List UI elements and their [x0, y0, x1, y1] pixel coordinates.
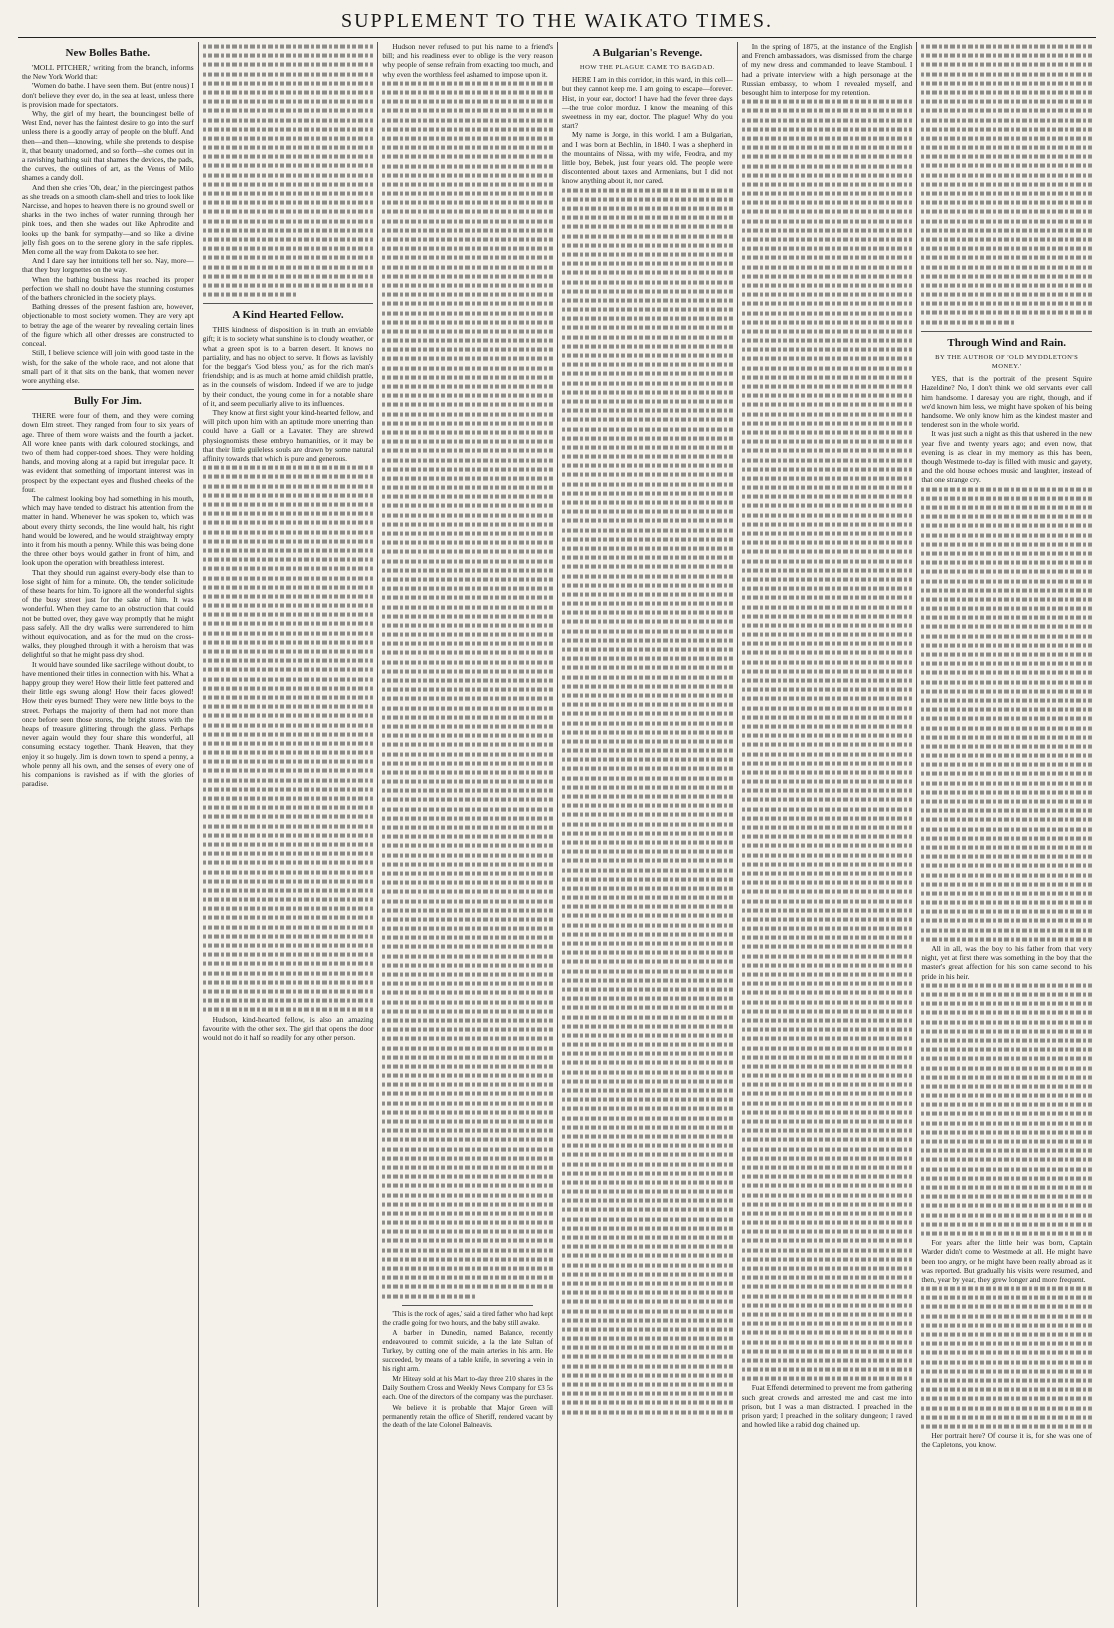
news-note: A barber in Dunedin, named Balance, recently endeavoured to commit suicide, a la the late Sultan of Turkey, by cutting one of the main arteries in his arm. He succeeded, by means of a table knife, in severing a vein in his right arm. — [382, 1329, 554, 1373]
article-paragraph: Hudson, kind-hearted fellow, is also an amazing favourite with the other sex. The girl that opens the door would not do it half so readily for any other person. — [202, 1014, 374, 1042]
article-paragraph: THERE were four of them, and they were coming down Elm street. They ranged from four to six years of age. Three of them wore waists and the fourth a jacket. All wore knee pants with dark coloured stockings, and two of them had copper-toed shoes. They were holding hands, and moving along at a rapid but irregular pace. It was evident that something of important interest was in prospect by the expectant eyes and flushed cheeks of the four. — [22, 411, 194, 494]
news-note: Mr Hiteay sold at his Mart to-day three 210 shares in the Daily Southern Cross and Weekly News Company for £3 5s each. One of the directors of the company was the purchaser. — [382, 1375, 554, 1401]
article-paragraph: Fuat Effendi determined to prevent me from gathering such great crowds and arrested me and cast me into prison, but I was a man distracted. I preached in the prison yard; I preached in the solitary dungeon; I raved and howled like a rabid dog chained up. — [741, 1383, 913, 1430]
article-paragraph: My name is Jorge, in this world. I am a Bulgarian, and I was born at Bechlin, in 1840. I was a shepherd in the mountains of Nissa, with my wife, Feodra, and my little boy, Bebek, just four years old. The people were discontented about taxes and Armenians, but I did not know anything about it, nor cared. — [562, 130, 733, 186]
article-title-bolles: New Bolles Bathe. — [65, 47, 151, 59]
article-paragraph: It was just such a night as this that ushered in the new year five and twenty years ago; and even now, that evening is as clear in my memory as this has been, though Westmede to-day is filled with music and gayety, and the old house echoes music and laughter, instead of that one strange cry. — [921, 429, 1093, 485]
article-paragraph: Still, I believe science will join with good taste in the wish, for the sake of the whole race, and not alone that small part of it that sits on the bank, that women never wore anything else. — [22, 348, 194, 385]
text-filler — [921, 981, 1092, 1238]
column-6 — [916, 42, 1096, 1607]
column-5 — [737, 42, 917, 1607]
article-paragraph: Her portrait here? Of course it is, for she was one of the Capletons, you know. — [921, 1431, 1093, 1450]
article-subtitle: HOW THE PLAGUE CAME TO BAGDAD. — [579, 64, 715, 71]
text-filler — [921, 42, 1092, 327]
column-2 — [198, 42, 378, 1607]
article-paragraph: It would have sounded like sacrilege without doubt, to have mentioned their titles in connection with his. What a happy group they were! How their little feet pattered and their little egs swung along! How their faces glowed! How their eyes burned! They were new little boys to the street. Perhaps the majority of them had not more than once before seen those stores, the bright stores with the heaps of treasure glittering through the glass. Perhaps never again would they four share this wonderful, all consuming ecstacy together. Thank Heaven, that they enjoy it so hugely. Jim is down town to spend a penny, a whole penny all his own, and the senses of every one of his companions is ravished as if with the glories of paradise. — [22, 659, 194, 789]
column-separator — [402, 1305, 533, 1306]
article-title-kind: A Kind Hearted Fellow. — [203, 303, 374, 322]
news-note: We believe it is probable that Major Green will permanently retain the office of Sheriff, rendered vacant by the death of the late Colonel Balneavis. — [382, 1403, 554, 1430]
article-paragraph: All in all, was the boy to his father from that very night, yet at first there was something in the boy that the master's great affection for his son came second to his pride in his heir. — [921, 944, 1093, 981]
article-title-bully: Bully For Jim. — [22, 389, 194, 408]
text-filler — [921, 485, 1092, 944]
text-filler — [203, 463, 374, 1014]
text-filler — [921, 1284, 1092, 1431]
text-filler — [203, 42, 374, 299]
text-filler — [742, 97, 913, 1383]
article-paragraph: 'Women do bathe. I have seen them. But (entre nous) I don't believe they ever do, in the sea at least, unless there is provision made for spectators. — [22, 81, 194, 109]
article-paragraph: 'MOLL PITCHER,' writing from the branch, informs the New York World that: — [22, 63, 194, 82]
article-title-wind: Through Wind and Rain. — [921, 331, 1092, 350]
article-paragraph: Hudson never refused to put his name to a friend's bill; and his readiness ever to oblige is the very reason why people of sense refrain from exacting too much, and why even the worthless feel ashamed to impose upon it. — [382, 42, 554, 79]
article-paragraph: Bathing dresses of the present fashion are, however, objectionable to most society women. They are very apt to betray the age of the wearer by revealing certain lines of the figure which all other dresses are constructed to conceal. — [22, 302, 194, 349]
news-note: 'This is the rock of ages,' said a tired father who had kept the cradle going for two hours, and the baby still awake. — [382, 1309, 554, 1327]
text-filler — [562, 186, 733, 1417]
article-paragraph: And I dare say her intuitions tell her so. Nay, more—that they buy lorgnettes on the way. — [22, 256, 194, 275]
article-paragraph: When the bathing business has reached its proper perfection we shall no doubt have the stunning costumes of the bathers chronicled in the society plays. — [22, 274, 194, 303]
article-paragraph: For years after the little heir was born, Captain Warder didn't come to Westmede at all. He might have been too angry, or he might have been really abroad as it was reported. But gradually his visits were resumed, and then, year by year, they grew longer and more frequent. — [921, 1238, 1093, 1284]
article-paragraph: They know at first sight your kind-hearted fellow, and will pitch upon him with an aptitude more unerring than could have a Gall or a Lavater. They are shrewd physiognomists these embryo humanities, or it may be that their little guileless souls are drawn by some natural affinity towards that which is pure and generous. — [202, 408, 374, 464]
article-title-bulgarian: A Bulgarian's Revenge. — [592, 47, 703, 59]
text-filler — [382, 79, 553, 1301]
article-paragraph: In the spring of 1875, at the instance of the English and French ambassadors, was dismissed from the charge of my new dress and commanded to leave Stamboul. I had a private interview with a high personage at the Russian embassy, to whom I revealed myself, and besought him to interpose for my retention. — [741, 42, 913, 98]
article-paragraph: HERE I am in this corridor, in this ward, in this cell—but they cannot keep me. I am going to escape—forever. Hist, in your ear, doctor! I have had the fever three days—the true color morduz. I know the meaning of this sweetness in my ear, doctor. The plague! Why do you start? — [562, 75, 733, 131]
article-paragraph: The calmest looking boy had something in his mouth, which may have tended to distract his attention from the matter in hand. Whenever he was spoken to, which was about every thirty seconds, the line would halt, his right hand would be lowered, and he would straightway empty into it from his mouth a penny. While this was being done the three other boys would gather in front of him, and look upon the operation with breathless interest. — [22, 493, 194, 568]
article-subtitle: BY THE AUTHOR OF 'OLD MYDDLETON'S MONEY.' — [935, 353, 1079, 371]
article-paragraph: Why, the girl of my heart, the bouncingest belle of West End, never has the faintest desire to go into the surf unless there is a goodly array of people on the bluff. And then—and then—knowing, while she pretends to despise it, that beauty unadorned, and so forth—she comes out in a ravishing bathing suit that shames the devices, the pads, the curves, the outlines of art, as the Venus of Milo shames a candy doll. — [22, 109, 194, 183]
columns — [18, 42, 1096, 1607]
column-4 — [557, 42, 737, 1607]
masthead: SUPPLEMENT TO THE WAIKATO TIMES. — [18, 6, 1096, 38]
article-paragraph: That they should run against every-body else than to lose sight of him for a minute. Oh, the tender solicitude of these hearts for him. To ignore all the wonderful sights of the busy street just for the sake of him. It was wonderful. When they came to an obstruction that could not be butted over, they gave way promptly that he might pass safely. All the dry walks were surrendered to him without equivocation, and as for the mud on the cross-walks, they ploughed through it with a heroism that was delightful so that he might pass dry shod. — [22, 567, 194, 660]
column-3 — [377, 42, 557, 1607]
column-1 — [18, 42, 198, 1607]
article-paragraph: THIS kindness of disposition is in truth an enviable gift; it is to society what sunshine is to cloudy weather, or what a green spot is to a barren desert. It knows no partiality, and has no object to serve. It flows as lavishly for the beggar's 'God bless you,' as for the rich man's friendship; and is as much at home amid childish prattle, as in the counsels of wisdom. Indeed if we are to judge by their conduct, the young come in for a notable share of it, and seem peculiarly alive to its influences. — [202, 325, 374, 408]
article-paragraph: YES, that is the portrait of the present Squire Hazeldine? No, I don't think we old servants ever call him handsome. I daresay you are right, though, and if we'd known him less, we might have spoken of his being handsome. We only know him as the kindest master and tenderest son in the whole world. — [921, 374, 1093, 430]
article-paragraph: And then she cries 'Oh, dear,' in the piercingest pathos as she treads on a smooth clam-shell and tries to look like Narcisse, and hopes to heaven there is no ground swell or sharks in the two inches of water running through her pink toes, and then she wades out like Aphrodite and looks up the bank for sympathy—and so like a divine jelly fish goes on to the serene glory in the safe ripples. Men come all the way from Dakota to see her. — [22, 182, 194, 257]
